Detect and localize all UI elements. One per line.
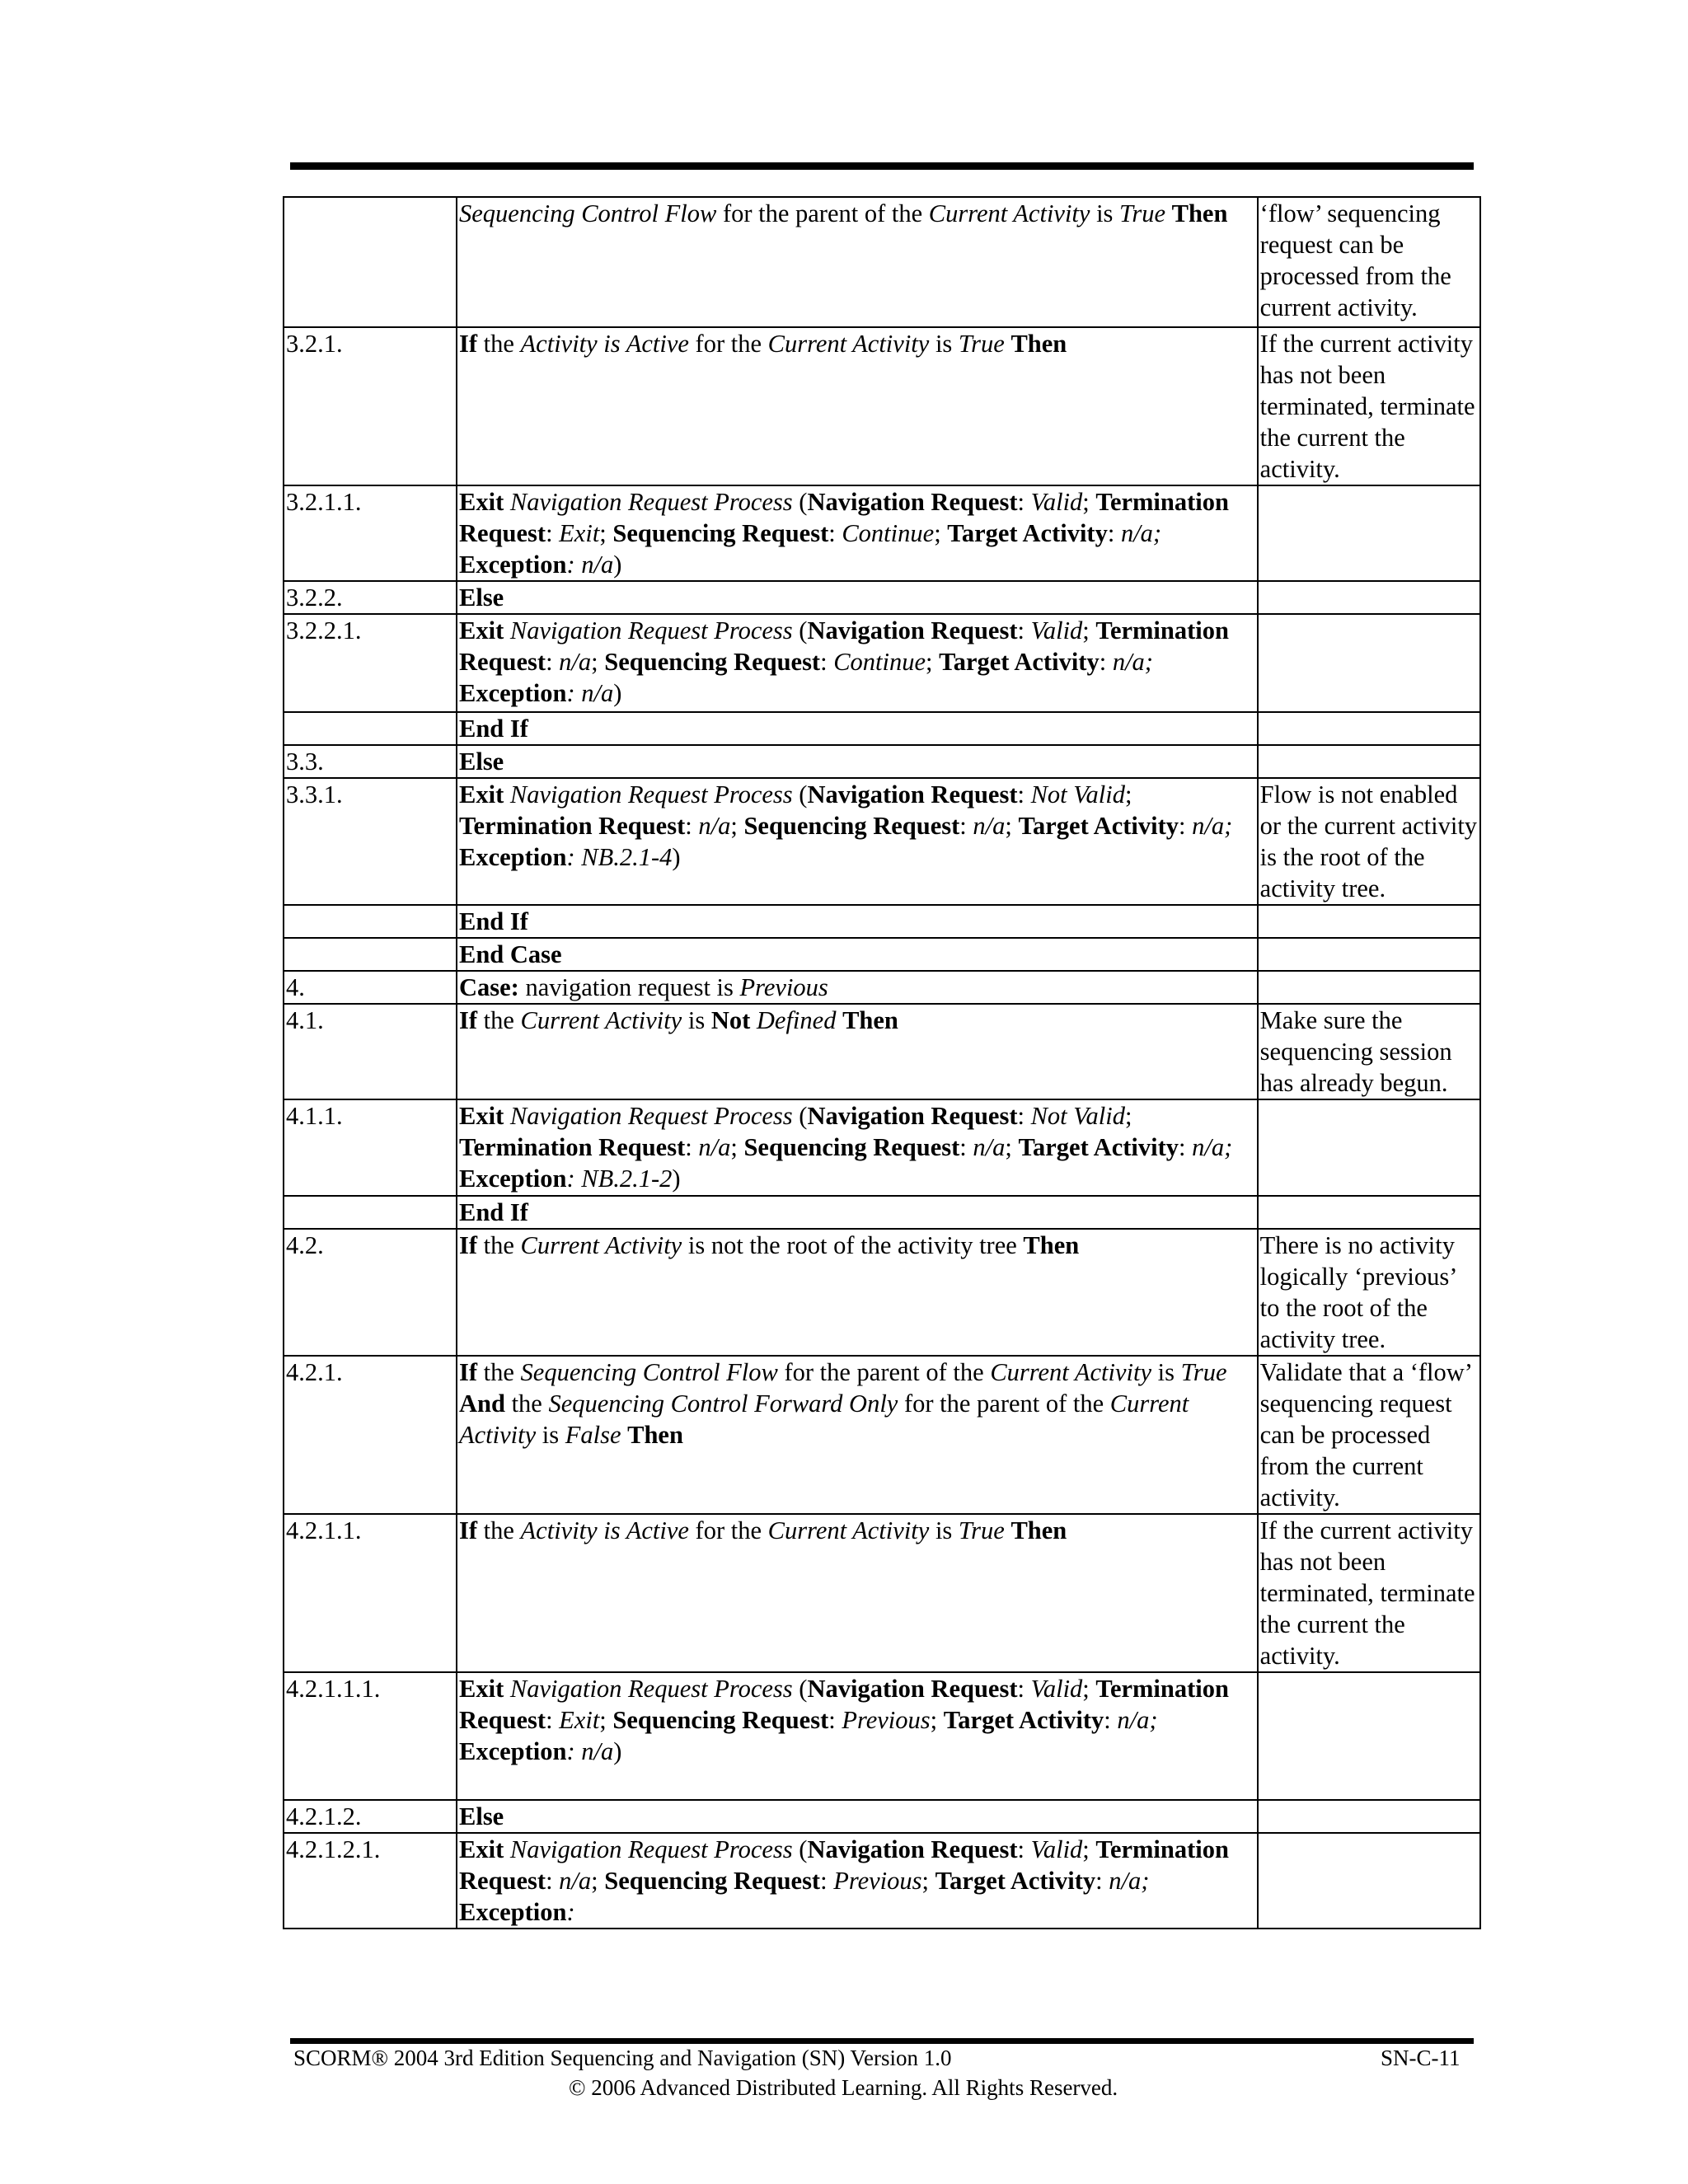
step-comment	[1258, 485, 1480, 581]
step-comment	[1258, 1196, 1480, 1229]
step-text: End Case	[457, 938, 1258, 971]
step-comment: If the current activity has not been terminated, terminate the current the activity.	[1258, 327, 1480, 485]
step-number	[284, 712, 457, 745]
footer-document-title: SCORM® 2004 3rd Edition Sequencing and Navigation (SN) Version 1.0	[293, 2046, 952, 2070]
step-text: Else	[457, 1800, 1258, 1833]
table-row	[284, 1099, 1480, 1196]
step-number: 4.2.1.2.	[284, 1800, 457, 1833]
step-text: End If	[457, 905, 1258, 938]
step-number	[284, 1196, 457, 1229]
step-text: Exit Navigation Request Process (Navigation Request: Valid; Termination Request: Exit; Sequencing Request: Previous; Target Activity: n/a; Exception: n/a)	[457, 1672, 1258, 1800]
step-number: 3.2.2.	[284, 581, 457, 614]
table-row	[284, 745, 1480, 778]
step-comment: If the current activity has not been terminated, terminate the current the activity.	[1258, 1514, 1480, 1672]
table-row	[284, 1229, 1480, 1356]
table-row	[284, 327, 1480, 485]
table-row	[284, 1833, 1480, 1929]
table-body	[284, 197, 1480, 1929]
step-text: Exit Navigation Request Process (Navigation Request: Valid; Termination Request: Exit; Sequencing Request: Continue; Target Activity: n/a; Exception: n/a)	[457, 485, 1258, 581]
step-number: 3.2.1.1.	[284, 485, 457, 581]
table-row	[284, 581, 1480, 614]
step-text: Exit Navigation Request Process (Navigation Request: Not Valid; Termination Request: n/a; Sequencing Request: n/a; Target Activity: n/a; Exception: NB.2.1-2)	[457, 1099, 1258, 1196]
step-comment	[1258, 1833, 1480, 1929]
step-number: 4.2.1.2.1.	[284, 1833, 457, 1929]
step-number: 3.3.	[284, 745, 457, 778]
step-text: Exit Navigation Request Process (Navigation Request: Valid; Termination Request: n/a; Sequencing Request: Continue; Target Activity: n/a; Exception: n/a)	[457, 614, 1258, 712]
step-text: End If	[457, 1196, 1258, 1229]
step-number	[284, 905, 457, 938]
step-comment	[1258, 581, 1480, 614]
step-number: 4.1.	[284, 1004, 457, 1099]
step-text: Else	[457, 581, 1258, 614]
step-comment: There is no activity logically ‘previous’ to the root of the activity tree.	[1258, 1229, 1480, 1356]
step-comment	[1258, 1099, 1480, 1196]
step-number: 3.2.2.1.	[284, 614, 457, 712]
step-number: 4.2.1.	[284, 1356, 457, 1514]
step-comment	[1258, 1672, 1480, 1800]
step-number: 4.	[284, 971, 457, 1004]
step-number	[284, 197, 457, 327]
step-text: If the Sequencing Control Flow for the parent of the Current Activity is True And the Sequencing Control Forward Only for the parent of the Current Activity is False Then	[457, 1356, 1258, 1514]
table-row	[284, 1196, 1480, 1229]
step-comment	[1258, 938, 1480, 971]
table-row	[284, 712, 1480, 745]
table-row	[284, 1800, 1480, 1833]
step-comment	[1258, 905, 1480, 938]
step-comment	[1258, 712, 1480, 745]
step-text: Exit Navigation Request Process (Navigation Request: Not Valid; Termination Request: n/a; Sequencing Request: n/a; Target Activity: n/a; Exception: NB.2.1-4)	[457, 778, 1258, 905]
step-comment	[1258, 745, 1480, 778]
table-row	[284, 971, 1480, 1004]
step-number: 4.2.1.1.	[284, 1514, 457, 1672]
step-comment	[1258, 614, 1480, 712]
footer-page-number: SN-C-11	[1381, 2046, 1461, 2070]
step-comment	[1258, 1800, 1480, 1833]
step-number: 3.3.1.	[284, 778, 457, 905]
step-text: End If	[457, 712, 1258, 745]
navigation-request-process-table	[283, 196, 1481, 1929]
table-row	[284, 938, 1480, 971]
table-row	[284, 1514, 1480, 1672]
step-comment: ‘flow’ sequencing request can be processed from the current activity.	[1258, 197, 1480, 327]
step-number: 4.2.1.1.1.	[284, 1672, 457, 1800]
step-text: Else	[457, 745, 1258, 778]
step-number: 3.2.1.	[284, 327, 457, 485]
step-comment: Flow is not enabled or the current activity is the root of the activity tree.	[1258, 778, 1480, 905]
step-text: Case: navigation request is Previous	[457, 971, 1258, 1004]
header-rule	[290, 162, 1474, 170]
step-text: If the Current Activity is not the root of the activity tree Then	[457, 1229, 1258, 1356]
step-comment: Validate that a ‘flow’ sequencing request can be processed from the current activity.	[1258, 1356, 1480, 1514]
table-row	[284, 1004, 1480, 1099]
step-number: 4.1.1.	[284, 1099, 457, 1196]
table-row	[284, 1356, 1480, 1514]
step-text: If the Activity is Active for the Current Activity is True Then	[457, 327, 1258, 485]
table-row	[284, 485, 1480, 581]
step-comment	[1258, 971, 1480, 1004]
step-number: 4.2.	[284, 1229, 457, 1356]
step-text: Sequencing Control Flow for the parent of the Current Activity is True Then	[457, 197, 1258, 327]
table-row	[284, 778, 1480, 905]
step-number	[284, 938, 457, 971]
table-row	[284, 197, 1480, 327]
step-text: Exit Navigation Request Process (Navigation Request: Valid; Termination Request: n/a; Sequencing Request: Previous; Target Activity: n/a; Exception:	[457, 1833, 1258, 1929]
footer-rule	[290, 2038, 1474, 2044]
step-text: If the Activity is Active for the Current Activity is True Then	[457, 1514, 1258, 1672]
table-row	[284, 614, 1480, 712]
step-text: If the Current Activity is Not Defined Then	[457, 1004, 1258, 1099]
table-row	[284, 905, 1480, 938]
step-comment: Make sure the sequencing session has already begun.	[1258, 1004, 1480, 1099]
footer-copyright: © 2006 Advanced Distributed Learning. All Rights Reserved.	[569, 2075, 1118, 2100]
table-row	[284, 1672, 1480, 1800]
